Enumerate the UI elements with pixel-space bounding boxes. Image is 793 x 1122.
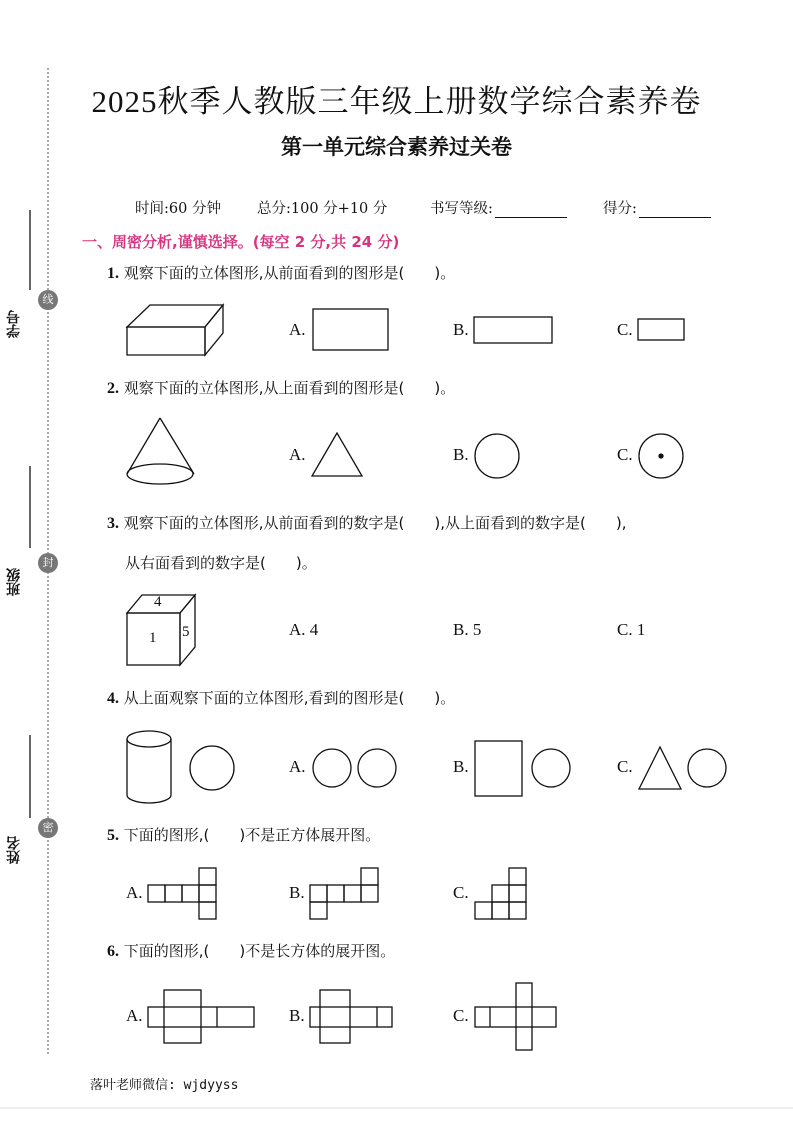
question-1: 1. 观察下面的立体图形,从前面看到的图形是( )。	[107, 264, 456, 282]
question-3-line-2: 从右面看到的数字是( )。	[125, 554, 317, 572]
q6-option-a-net	[148, 990, 254, 1043]
q4-option-b-square-circle	[475, 741, 570, 796]
q4-option-c: C.	[617, 757, 633, 776]
q3-option-b: B. 5	[453, 620, 482, 639]
q1-option-b-rect	[474, 317, 552, 343]
q1-option-a-rect	[313, 309, 388, 350]
q4-sphere	[190, 746, 234, 790]
q6-option-a: A.	[126, 1006, 143, 1025]
seal-seal: 封	[38, 553, 58, 573]
seal-secret: 密	[38, 818, 58, 838]
cube-front-number: 1	[149, 630, 157, 646]
question-2: 2. 观察下面的立体图形,从上面看到的图形是( )。	[107, 379, 456, 397]
question-3: 3. 观察下面的立体图形,从前面看到的数字是( ),从上面看到的数字是( ),	[107, 514, 627, 532]
total-score-info: 总分:100 分+10 分	[257, 201, 388, 217]
q5-option-a: A.	[126, 883, 143, 902]
q2-option-c: C.	[617, 445, 633, 464]
q3-option-c: C. 1	[617, 620, 646, 639]
q2-option-b: B.	[453, 445, 469, 464]
writing-grade-label: 书写等级:	[430, 201, 493, 217]
page-subtitle: 第一单元综合素养过关卷	[281, 135, 512, 159]
q6-option-b-net	[310, 990, 392, 1043]
footer-contact: 落叶老师微信: wjdyyss	[90, 1078, 239, 1093]
q5-option-c-net	[475, 868, 526, 919]
q2-cone	[127, 418, 194, 484]
q5-option-b-net	[310, 868, 378, 919]
seal-line: 线	[38, 290, 58, 310]
cube-top-number: 4	[154, 594, 162, 610]
question-4: 4. 从上面观察下面的立体图形,看到的图形是( )。	[107, 689, 456, 707]
score-field[interactable]	[639, 203, 711, 218]
q5-option-b: B.	[289, 883, 305, 902]
page-title: 2025秋季人教版三年级上册数学综合素养卷	[91, 84, 702, 119]
q6-option-b: B.	[289, 1006, 305, 1025]
q4-option-c-triangle-circle	[639, 747, 726, 789]
q2-option-a: A.	[289, 445, 306, 464]
q2-option-a-triangle	[312, 433, 362, 476]
q1-option-a: A.	[289, 320, 306, 339]
q1-option-c: C.	[617, 320, 633, 339]
q6-option-c-net	[475, 983, 556, 1050]
name-label: 姓名	[6, 836, 22, 864]
writing-grade-field[interactable]	[495, 203, 567, 218]
q4-option-a: A.	[289, 757, 306, 776]
q4-option-a-circles	[313, 749, 396, 787]
q5-option-a-net	[148, 868, 216, 919]
q4-option-b: B.	[453, 757, 469, 776]
section-1-heading: 一、周密分析,谨慎选择。(每空 2 分,共 24 分)	[82, 233, 400, 251]
question-6: 6. 下面的图形,( )不是长方体的展开图。	[107, 942, 396, 960]
q5-option-c: C.	[453, 883, 469, 902]
q1-option-b: B.	[453, 320, 469, 339]
q6-option-c: C.	[453, 1006, 469, 1025]
q4-cylinder	[127, 731, 171, 803]
question-5: 5. 下面的图形,( )不是正方体展开图。	[107, 826, 381, 844]
q2-option-b-circle	[475, 434, 519, 478]
q3-option-a: A. 4	[289, 620, 319, 639]
class-label: 班级	[6, 568, 22, 596]
q1-option-c-rect	[638, 319, 684, 340]
q1-cuboid	[127, 305, 223, 355]
score-label: 得分:	[603, 201, 637, 217]
time-info: 时间:60 分钟	[135, 201, 221, 217]
q2-option-c-circle-dot	[639, 434, 683, 478]
cube-right-number: 5	[182, 624, 190, 640]
student-id-label: 学号	[6, 310, 22, 338]
